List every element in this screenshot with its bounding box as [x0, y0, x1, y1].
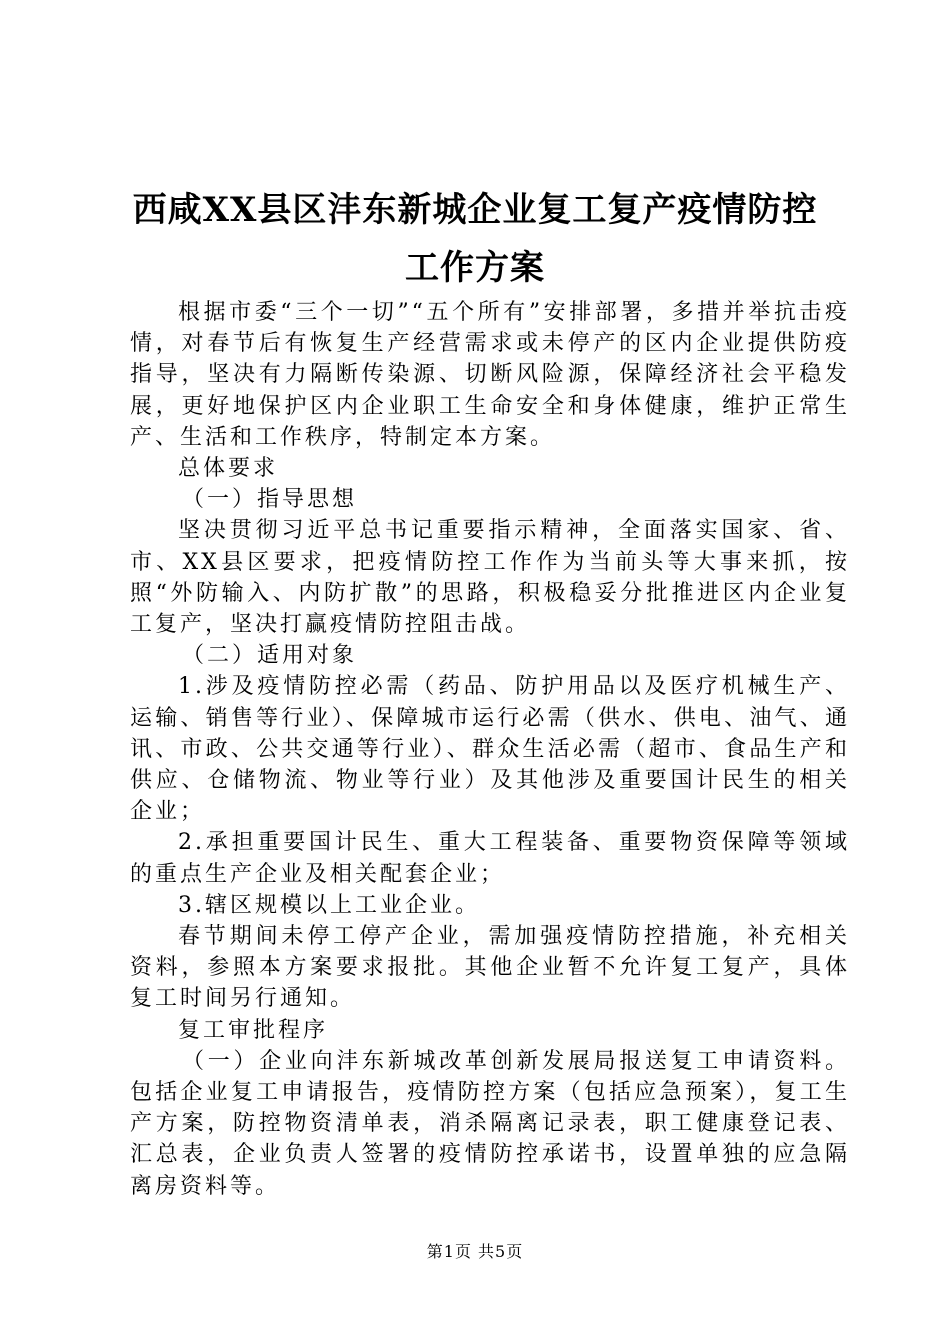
paragraph-guiding-thought: 坚决贯彻习近平总书记重要指示精神，全面落实国家、省、市、XX县区要求，把疫情防控工作作为当前头等大事来抓，按照“外防输入、内防扩散”的思路，积极稳妥分批推进区内企业复工复产，坚决打赢疫情防控阻击战。: [130, 518, 850, 638]
page-footer: 第1页 共5页: [426, 1242, 524, 1261]
subheading-applicable-objects: （二）适用对象: [182, 643, 358, 669]
document-body: [130, 297, 850, 1202]
list-item-3: 3.辖区规模以上工业企业。: [178, 892, 480, 918]
list-item-1: 1.涉及疫情防控必需（药品、防护用品以及医疗机械生产、运输、销售等行业）、保障城市运行必需（供水、供电、油气、通讯、市政、公共交通等行业）、群众生活必需（超市、食品生产和供应、仓储物流、物业等行业）及其他涉及重要国计民生的相关企业；: [130, 674, 850, 825]
document-title-line1: 西咸XX县区沣东新城企业复工复产疫情防控: [132, 190, 818, 230]
subheading-guiding-thought: （一）指导思想: [182, 487, 358, 513]
paragraph-spring-festival: 春节期间未停工停产企业，需加强疫情防控措施，补充相关资料，参照本方案要求报批。其他企业暂不允许复工复产，具体复工时间另行通知。: [130, 924, 850, 1012]
document-title-line2: 工作方案: [405, 248, 545, 288]
paragraph-application-materials: （一）企业向沣东新城改革创新发展局报送复工申请资料。包括企业复工申请报告，疫情防控方案（包括应急预案），复工生产方案，防控物资清单表，消杀隔离记录表，职工健康登记表、汇总表，企业负责人签署的疫情防控承诺书，设置单独的应急隔离房资料等。: [130, 1048, 850, 1199]
heading-approval-procedure: 复工审批程序: [178, 1017, 329, 1043]
list-item-2: 2.承担重要国计民生、重大工程装备、重要物资保障等领域的重点生产企业及相关配套企业；: [130, 830, 850, 887]
heading-overall-requirements: 总体要求: [178, 456, 279, 482]
paragraph-intro: 根据市委“三个一切”“五个所有”安排部署，多措并举抗击疫情，对春节后有恢复生产经营需求或未停产的区内企业提供防疫指导，坚决有力隔断传染源、切断风险源，保障经济社会平稳发展，更好地保护区内企业职工生命安全和身体健康，维护正常生产、生活和工作秩序，特制定本方案。: [130, 300, 850, 450]
